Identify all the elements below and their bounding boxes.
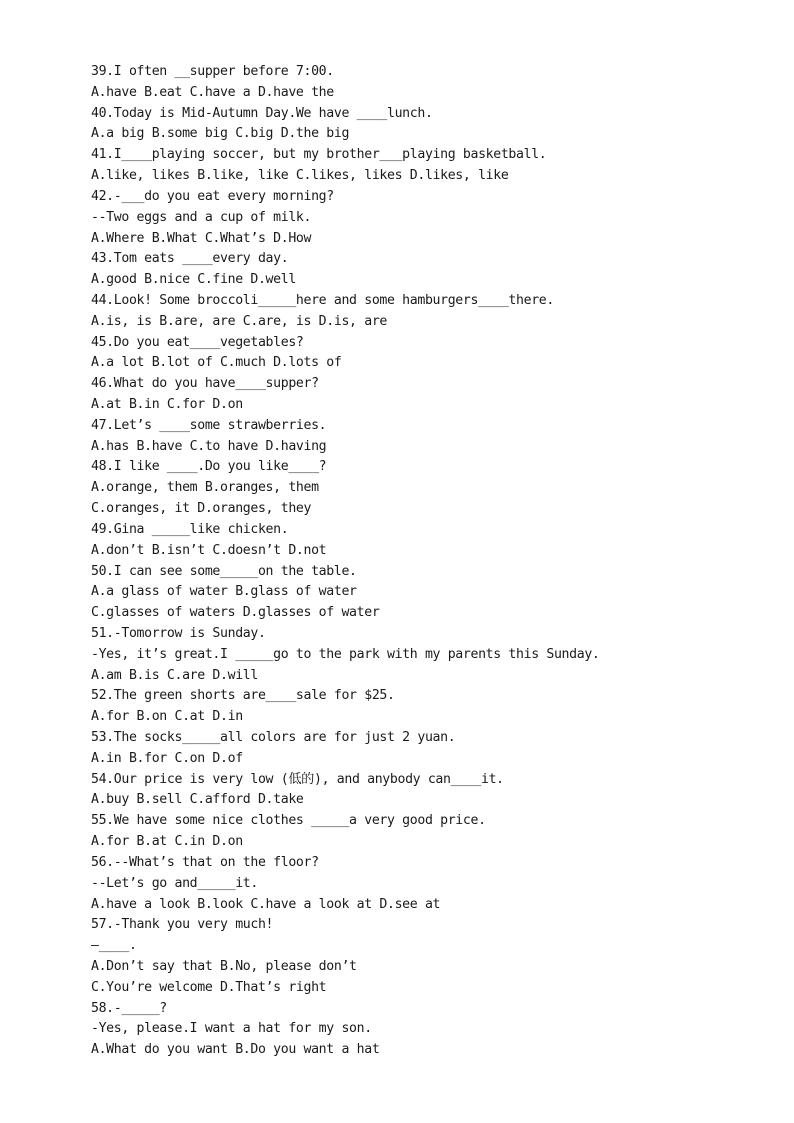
options-line: A.is, is B.are, are C.are, is D.is, are xyxy=(91,313,387,329)
question-line: 58.-_____? xyxy=(91,1000,167,1016)
question-line: 42.-___do you eat every morning? xyxy=(91,188,334,204)
options-line: A.a lot B.lot of C.much D.lots of xyxy=(91,355,342,371)
question-line: 51.-Tomorrow is Sunday. xyxy=(91,625,266,641)
options-line: A.for B.at C.in D.on xyxy=(91,834,243,850)
options-line: C.glasses of waters D.glasses of water xyxy=(91,605,380,621)
question-line: 53.The socks_____all colors are for just 2 yuan. xyxy=(91,730,456,745)
question-line: 57.-Thank you very much! xyxy=(91,917,274,933)
options-line: A.at B.in C.for D.on xyxy=(91,397,243,412)
options-line: A.orange, them B.oranges, them xyxy=(91,480,319,496)
options-line: C.You’re welcome D.That’s right xyxy=(91,979,327,995)
question-line: 45.Do you eat____vegetables? xyxy=(91,334,304,350)
question-line: 49.Gina _____like chicken. xyxy=(91,521,289,537)
options-line: A.like, likes B.like, like C.likes, likes D.likes, like xyxy=(91,168,509,184)
question-line: 48.I like ____.Do you like____? xyxy=(91,459,327,475)
question-line: 44.Look! Some broccoli_____here and some hamburgers____there. xyxy=(91,292,554,308)
options-line: A.for B.on C.at D.in xyxy=(91,709,243,725)
question-line: 40.Today is Mid-Autumn Day.We have ____lunch. xyxy=(91,105,433,121)
dialogue-line: —____. xyxy=(91,938,137,954)
question-line: 41.I____playing soccer, but my brother___playing basketball. xyxy=(91,147,547,163)
options-line: A.What do you want B.Do you want a hat xyxy=(91,1042,380,1058)
question-line: 52.The green shorts are____sale for $25. xyxy=(91,688,395,704)
dialogue-line: -Yes, please.I want a hat for my son. xyxy=(91,1021,372,1037)
question-line: 54.Our price is very low (低的), and anybody can____it. xyxy=(91,771,504,787)
dialogue-line: --Let’s go and_____it. xyxy=(91,875,258,891)
options-line: A.good B.nice C.fine D.well xyxy=(91,272,296,288)
options-line: A.Don’t say that B.No, please don’t xyxy=(91,958,357,974)
options-line: A.a big B.some big C.big D.the big xyxy=(91,126,350,142)
question-line: 50.I can see some_____on the table. xyxy=(91,563,357,579)
options-line: A.Where B.What C.What’s D.How xyxy=(91,230,312,246)
question-line: 55.We have some nice clothes _____a very good price. xyxy=(91,813,486,829)
dialogue-line: -Yes, it’s great.I _____go to the park with my parents this Sunday. xyxy=(91,646,600,662)
options-line: A.has B.have C.to have D.having xyxy=(91,438,327,454)
options-line: C.oranges, it D.oranges, they xyxy=(91,501,312,517)
options-line: A.have a look B.look C.have a look at D.see at xyxy=(91,896,441,912)
options-line: A.have B.eat C.have a D.have the xyxy=(91,84,334,100)
question-line: 47.Let’s ____some strawberries. xyxy=(91,417,327,433)
options-line: A.am B.is C.are D.will xyxy=(91,667,258,683)
question-line: 39.I often __supper before 7:00. xyxy=(91,64,334,79)
question-line: 56.--What’s that on the floor? xyxy=(91,854,319,870)
question-line: 46.What do you have____supper? xyxy=(91,376,319,392)
question-list xyxy=(91,62,771,1061)
options-line: A.a glass of water B.glass of water xyxy=(91,584,357,600)
options-line: A.buy B.sell C.afford D.take xyxy=(91,792,304,808)
dialogue-line: --Two eggs and a cup of milk. xyxy=(91,209,312,225)
options-line: A.don’t B.isn’t C.doesn’t D.not xyxy=(91,542,327,558)
options-line: A.in B.for C.on D.of xyxy=(91,750,243,766)
question-line: 43.Tom eats ____every day. xyxy=(91,251,289,267)
